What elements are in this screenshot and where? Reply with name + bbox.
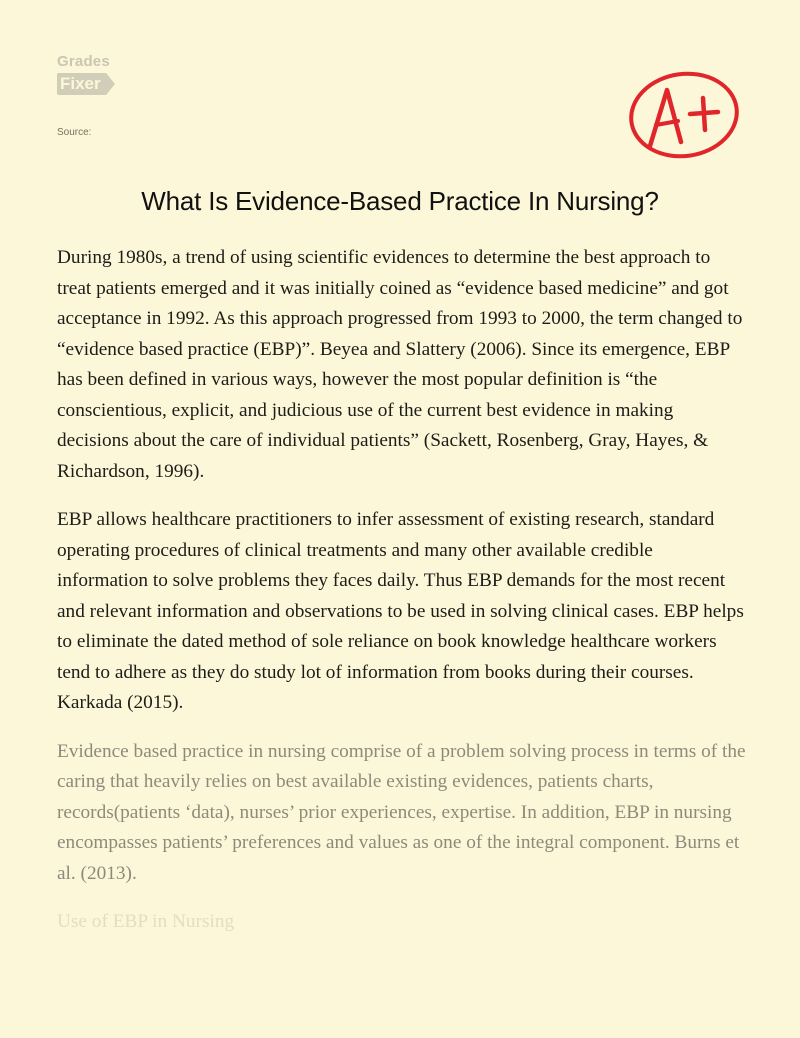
logo-badge — [57, 73, 157, 95]
paragraph-1: During 1980s, a trend of using scientific evidences to determine the best approach to treat patients emerged and it was initially coined as “evidence based medicine” and got acceptance in 1992. As this approach progressed from 1993 to 2000, the term changed to “evidence based practice (EBP)”. Beyea and Slattery (2006). Since its emergence, EBP has been defined in various ways, however the most popular definition is “the conscientious, explicit, and judicious use of the current best evidence in making decisions about the care of individual patients” (Sackett, Rosenberg, Gray, Hayes, & Richardson, 1996). — [57, 247, 743, 482]
paragraph-3: Evidence based practice in nursing comprise of a problem solving process in terms of the caring that heavily relies on best available existing evidences, patients charts, records(patients ‘data), nurses’ prior experiences, expertise. In addition, EBP in nursing encompasses patients’ preferences and values as one of the integral component. Burns et al. (2013). — [57, 740, 746, 884]
logo-arrow-icon — [106, 73, 115, 95]
logo-text-bottom: Fixer — [57, 73, 107, 95]
logo-text-top: Grades — [57, 53, 110, 70]
section-heading: Use of EBP in Nursing — [57, 911, 235, 932]
page-title: What Is Evidence-Based Practice In Nursing? — [141, 186, 659, 216]
a-plus-grade-icon — [624, 68, 744, 162]
source-label: Source: — [57, 127, 92, 138]
paragraph-2: EBP allows healthcare practitioners to infer assessment of existing research, standard operating procedures of clinical treatments and many other available credible information to solve problems they faces daily. Thus EBP demands for the most recent and relevant information and observations to be used in solving clinical cases. EBP helps to eliminate the dated method of sole reliance on book knowledge healthcare workers tend to adhere as they do study lot of information from books during their courses. Karkada (2015). — [57, 509, 744, 713]
gradesfixer-logo[interactable] — [57, 54, 157, 95]
essay-body — [57, 243, 747, 938]
